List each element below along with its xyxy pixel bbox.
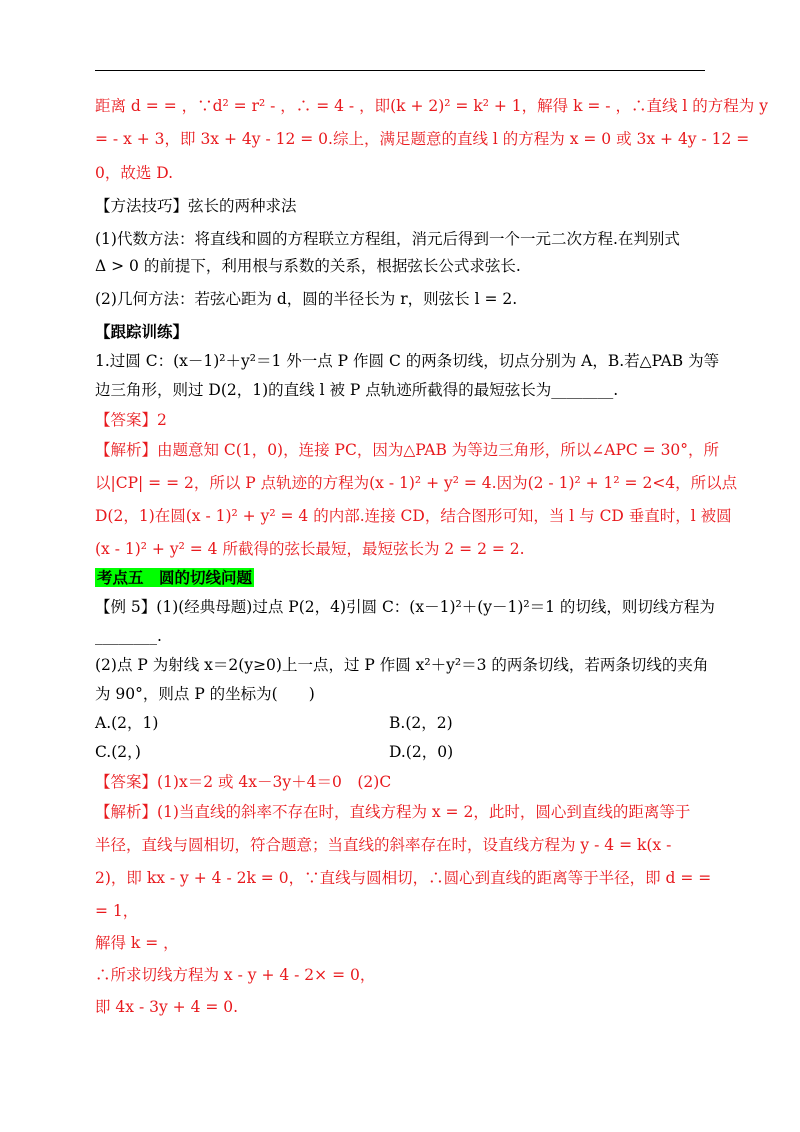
text-line [95,901,715,921]
line-text: 边三角形，则过 D(2，1)的直线 l 被 P 点轨迹所截得的最短弦长为________. [95,381,619,399]
option-row [95,742,715,762]
option-right: B.(2，2) [389,714,453,732]
option-row [95,713,715,733]
text-line [95,229,715,249]
text-line [95,597,715,617]
text-line [95,473,738,493]
text-line [95,440,720,460]
text-line [95,196,715,216]
line-text: ________. [95,627,162,645]
section-heading: 考点五 圆的切线问题 [97,568,253,587]
line-text: 以|CP| = = 2，所以 P 点轨迹的方程为(x - 1)² + y² = 4.因为(2 - 1)² + 1² = 2<4，所以点 [95,474,738,492]
option-right: D.(2，0) [389,743,454,761]
text-line [95,410,715,430]
text-line [95,997,715,1017]
text-line [95,322,715,342]
text-line [95,965,715,985]
line-text: 半径，直线与圆相切，符合题意；当直线的斜率存在时，设直线方程为 y - 4 = k(x - [95,836,672,854]
option-left: A.(2，1) [95,714,159,732]
line-text: 【解析】(1)当直线的斜率不存在时，直线方程为 x = 2，此时，圆心到直线的距离等于 [95,803,691,821]
text-line [95,835,715,855]
line-text: 即 4x - 3y + 4 = 0. [95,998,239,1016]
line-text: 【跟踪训练】 [95,322,189,341]
option-left: C.(2，) [95,743,141,761]
line-text: = 1， [95,902,139,920]
text-line [95,163,715,183]
text-line [95,256,715,276]
line-text: 【解析】由题意知 C(1，0)，连接 PC，因为△PAB 为等边三角形，所以∠APC = 30°，所 [95,441,720,459]
line-text: 2)，即 kx - y + 4 - 2k = 0，∵直线与圆相切，∴圆心到直线的距离等于半径，即 d = = [95,869,712,887]
line-text: 【方法技巧】弦长的两种求法 [95,197,297,215]
text-line [95,539,715,559]
text-line [95,655,715,675]
text-line [95,772,715,792]
line-text: 【答案】(1)x＝2 或 4x－3y＋4＝0 (2)C [95,773,392,791]
text-line [95,933,715,953]
text-line [95,289,715,309]
line-text: Δ > 0 的前提下，利用根与系数的关系，根据弦长公式求弦长. [95,257,521,275]
text-line [95,568,715,588]
text-line [95,351,720,371]
text-line [95,380,715,400]
line-text: 0，故选 D. [95,164,174,182]
text-line [95,129,750,149]
line-text: 距离 d = = ，∵d² = r² - ，∴ = 4 - ，即(k + 2)² = k² + 1，解得 k = - ，∴直线 l 的方程为 y [95,97,768,115]
line-text: 为 90°，则点 P 的坐标为( ) [95,685,315,703]
line-text: D(2，1)在圆(x - 1)² + y² = 4 的内部.连接 CD，结合图形可知，当 l 与 CD 垂直时，l 被圆 [95,507,732,525]
line-text: 1.过圆 C：(x－1)²＋y²＝1 外一点 P 作圆 C 的两条切线，切点分别为 A，B.若△PAB 为等 [95,352,720,370]
header-rule [95,70,705,71]
line-text: (1)代数方法：将直线和圆的方程联立方程组，消元后得到一个一元二次方程.在判别式 [95,230,680,248]
text-line [95,802,715,822]
line-text: = - x + 3，即 3x + 4y - 12 = 0.综上，满足题意的直线 l 的方程为 x = 0 或 3x + 4y - 12 = [95,130,750,148]
line-text: 【例 5】(1)(经典母题)过点 P(2，4)引圆 C：(x－1)²＋(y－1)²＝1 的切线，则切线方程为 [95,598,715,616]
text-line [95,506,732,526]
line-text: (2)点 P 为射线 x＝2(y≥0)上一点，过 P 作圆 x²＋y²＝3 的两条切线，若两条切线的夹角 [95,656,709,674]
text-line [95,96,768,116]
line-text: ∴所求切线方程为 x - y + 4 - 2× = 0， [95,966,376,984]
line-text: (2)几何方法：若弦心距为 d，圆的半径长为 r，则弦长 l = 2. [95,290,518,308]
line-text: 解得 k = ， [95,934,179,952]
text-line [95,626,715,646]
text-line [95,868,715,888]
line-text: 【答案】2 [95,411,167,429]
text-line [95,684,715,704]
line-text: (x - 1)² + y² = 4 所截得的弦长最短，最短弦长为 2 = 2 = 2. [95,540,525,558]
